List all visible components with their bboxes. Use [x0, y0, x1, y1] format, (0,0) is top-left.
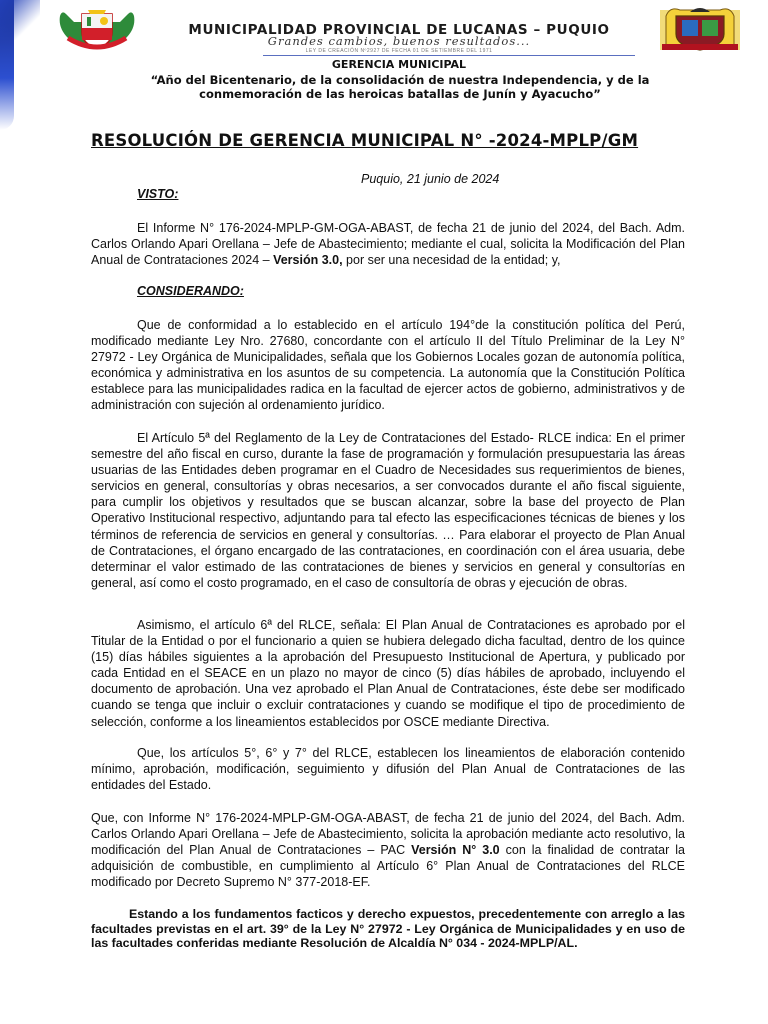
office-name: GERENCIA MUNICIPAL	[331, 58, 467, 71]
considerando-heading: CONSIDERANDO:	[137, 284, 244, 298]
lucanas-shield-icon	[660, 6, 740, 52]
considerando-paragraph-1: Que de conformidad a lo establecido en el artículo 194°de la constitución política del Perú, modificado mediante Ley Nro. 27680, concordante con el artículo II del Título Preliminar de la Ley N° 27972 - Ley Orgánica de Municipalidades, señala que los Gobiernos Locales gozan de autonomía política, económica y administrativa en los asuntos de su competencia. La autonomía que la Constitución Política establece para las municipalidades radica en la facultad de ejercer actos de gobierno, administrativos y de administración con sujeción al ordenamiento jurídico.	[91, 318, 685, 413]
visto-paragraph	[91, 220, 685, 268]
considerando-paragraph-3: Asimismo, el artículo 6ª del RLCE, señala: El Plan Anual de Contrataciones es aprobado por el Titular de la Entidad o por el funcionario a quien se hubiera delegado dicha facultad, dentro de los quince (15) días hábiles siguientes a la aprobación del Presupuesto Institucional de Apertura, y publicado por cada Entidad en el SEACE en un plazo no mayor de cinco (5) días hábiles de aprobado, incluyendo el documento de aprobación. Una vez aprobado el Plan Anual de Contrataciones, éste debe ser modificado cuando se tenga que incluir o excluir contrataciones y cuando se modifique el tipo de procedimiento de selección, conforme a los lineamientos establecidos por OSCE mediante Directiva.	[91, 618, 685, 729]
letterhead	[0, 0, 768, 110]
visto-text-part2: por ser una necesidad de la entidad; y,	[342, 253, 561, 268]
resolution-date: Puquio, 21 junio de 2024	[361, 172, 500, 186]
municipality-name: MUNICIPALIDAD PROVINCIAL DE LUCANAS – PUQUIO	[188, 22, 610, 38]
visto-heading: VISTO:	[137, 187, 179, 201]
visto-text-part1: El Informe N° 176-2024-MPLP-GM-OGA-ABAST, de fecha 21 de junio del 2024, del Bach. Adm. Carlos Orlando Apari Orellana – Jefe de Abastecimiento; mediante el cual, solicita la Modificación del Plan Anual de Contrataciones 2024 –	[91, 221, 685, 268]
year-motto: “Año del Bicentenario, de la consolidación de nuestra Independencia, y de la conmemoración de las heroicas batallas de Junín y Ayacucho”	[150, 73, 650, 101]
resolution-title: RESOLUCIÓN DE GERENCIA MUNICIPAL N° -2024-MPLP/GM	[91, 131, 639, 150]
p5-text-part1: Que, con Informe N° 176-2024-MPLP-GM-OGA-ABAST, de fecha 21 de junio del 2024, del Bach. Adm. Carlos Orlando Apari Orellana – Jefe de Abastecimiento, solicita la aprobación mediante acto resolutivo, la modificación del Plan Anual de Contrataciones – PAC	[91, 811, 685, 858]
visto-version: Versión 3.0,	[273, 253, 343, 268]
p5-text-part2: con la finalidad de contratar la adquisición de combustible, en cumplimiento al Artículo 6° Plan Anual de Contrataciones del RLCE modificado por Decreto Supremo N° 377-2018-EF.	[91, 843, 685, 890]
resolution-basis-paragraph: Estando a los fundamentos facticos y derecho expuestos, precedentemente con arreglo a las facultades previstas en el art. 39° de la Ley N° 27972 - Ley Orgánica de Municipalidades y en uso de las facultades conferidas mediante Resolución de Alcaldía N° 034 - 2024-MPLP/AL.	[91, 907, 685, 951]
p5-version: Versión N° 3.0	[411, 843, 500, 858]
creation-law-line: LEY DE CREACIÓN Nº2927 DE FECHA 01 DE SETIEMBRE DEL 1971	[305, 48, 493, 54]
peru-coat-of-arms-icon	[58, 8, 136, 50]
considerando-paragraph-4: Que, los artículos 5°, 6° y 7° del RLCE, establecen los lineamientos de elaboración contenido mínimo, aprobación, modificación, seguimiento y difusión del Plan Anual de Contrataciones de las entidades del Estado.	[91, 746, 685, 793]
municipality-slogan: Grandes cambios, buenos resultados...	[267, 34, 531, 48]
header-divider	[263, 55, 635, 56]
considerando-paragraph-2: El Artículo 5ª del Reglamento de la Ley de Contrataciones del Estado- RLCE indica: En el primer semestre del año fiscal en curso, durante la fase de programación y formulación presupuestaria las áreas usuarias de las Entidades deben programar en el Cuadro de Necesidades sus requerimientos de bienes, servicios en general, consultorías y obras necesarios, a ser convocados durante el año fiscal siguiente, para cumplir los objetivos y resultados que se buscan alcanzar, sobre la base del proyecto de Plan Operativo Institucional respectivo, adjuntando para tal efecto las especificaciones técnicas de bienes y los términos de referencia de servicios en general y consultorías. … Para elaborar el proyecto de Plan Anual de Contrataciones, el órgano encargado de las contrataciones, en coordinación con el área usuaria, debe determinar el valor estimado de las contrataciones de bienes y servicios en general y consultorías en general, así como el costo programado, en el caso de consultoría de obras y ejecución de obras.	[91, 431, 685, 590]
considerando-paragraph-5	[91, 810, 685, 890]
